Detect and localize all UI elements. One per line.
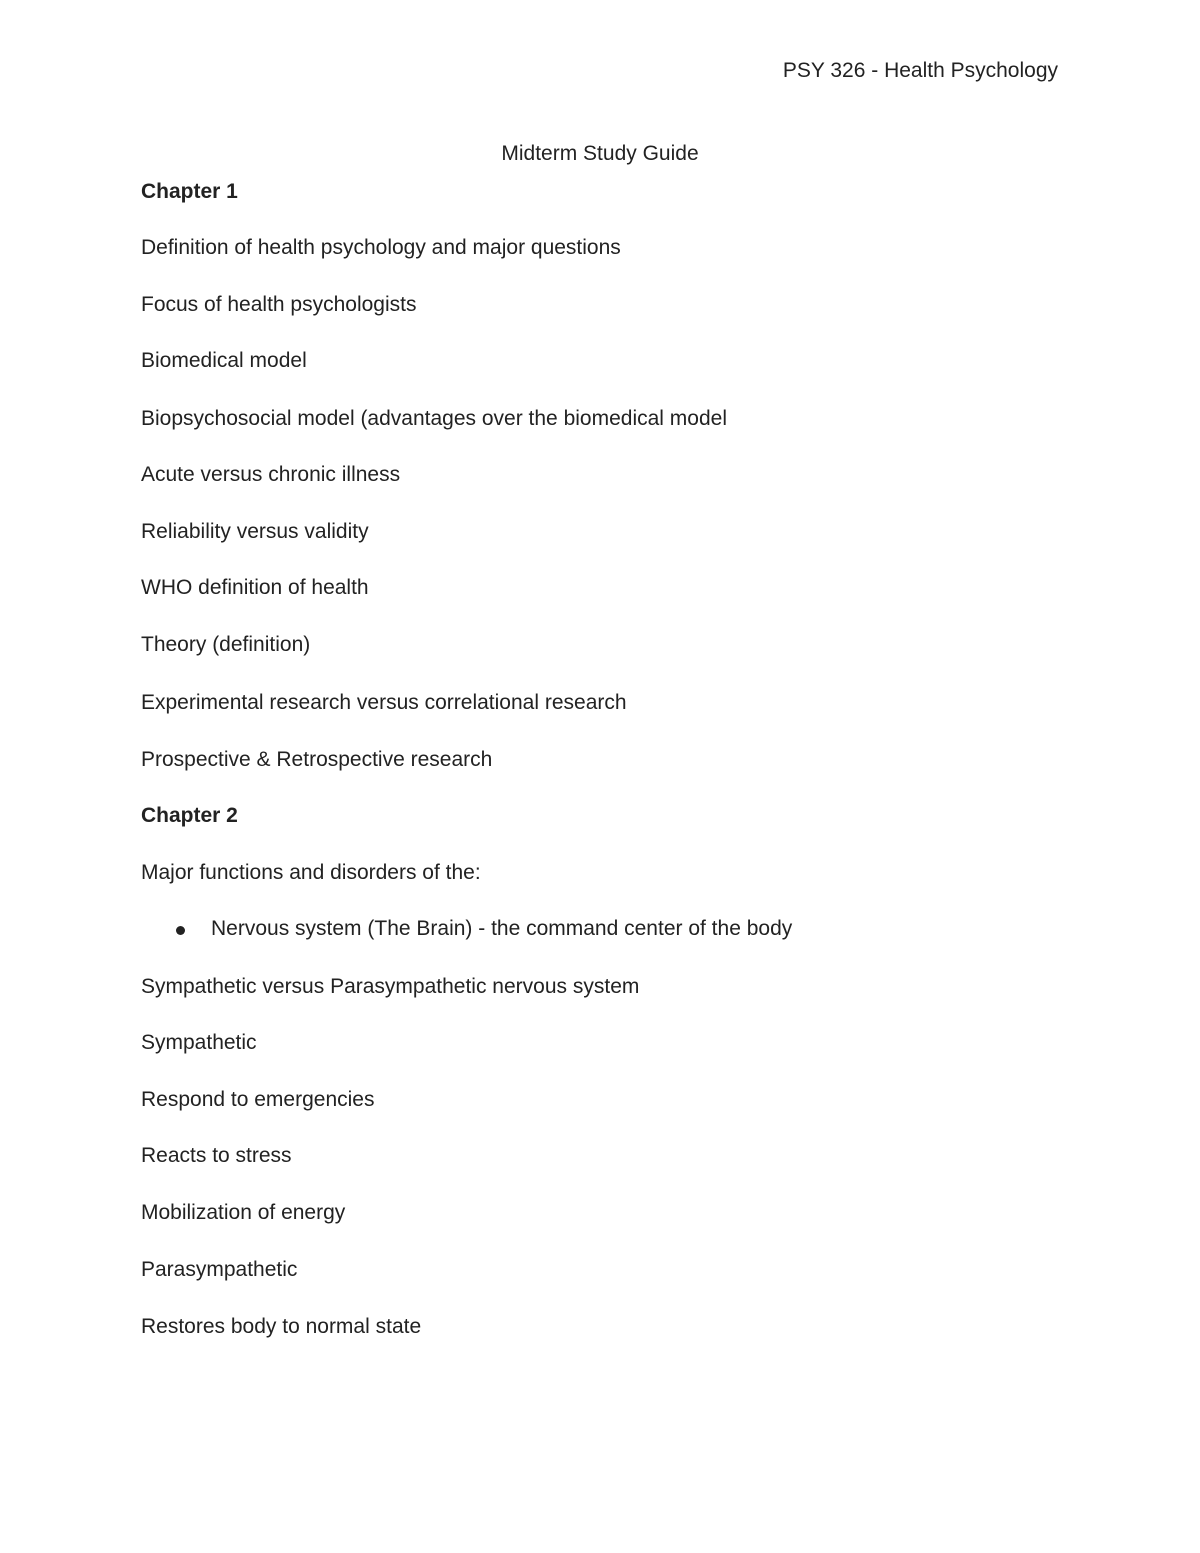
chapter-1-item: Reliability versus validity — [141, 520, 369, 543]
chapter-2-item: Respond to emergencies — [141, 1088, 375, 1111]
chapter-1-item: Acute versus chronic illness — [141, 463, 401, 486]
chapter-2-item: Mobilization of energy — [141, 1201, 346, 1224]
chapter-2-item: Restores body to normal state — [141, 1315, 422, 1338]
chapter-2-item: Reacts to stress — [141, 1144, 292, 1167]
bullet-text: Nervous system (The Brain) - the command center of the body — [211, 917, 793, 940]
chapter-1-item: Biomedical model — [141, 349, 307, 372]
chapter-2-item: Sympathetic versus Parasympathetic nervous system — [141, 975, 640, 998]
chapter-1-heading: Chapter 1 — [141, 180, 238, 203]
chapter-2-intro: Major functions and disorders of the: — [141, 861, 481, 884]
document-title: Midterm Study Guide — [501, 142, 699, 165]
chapter-2-bullet-item — [176, 916, 792, 942]
chapter-1-item: Biopsychosocial model (advantages over the biomedical model — [141, 407, 727, 430]
chapter-1-item: WHO definition of health — [141, 576, 369, 599]
chapter-1-item: Prospective & Retrospective research — [141, 748, 493, 771]
chapter-2-heading: Chapter 2 — [141, 804, 238, 827]
chapter-1-item: Definition of health psychology and major questions — [141, 236, 621, 259]
chapter-1-item: Experimental research versus correlational research — [141, 691, 627, 714]
bullet-icon — [176, 926, 185, 935]
chapter-2-item: Parasympathetic — [141, 1258, 298, 1281]
course-header: PSY 326 - Health Psychology — [782, 59, 1058, 82]
chapter-1-item: Focus of health psychologists — [141, 293, 417, 316]
chapter-2-item: Sympathetic — [141, 1031, 257, 1054]
chapter-1-item: Theory (definition) — [141, 633, 311, 656]
